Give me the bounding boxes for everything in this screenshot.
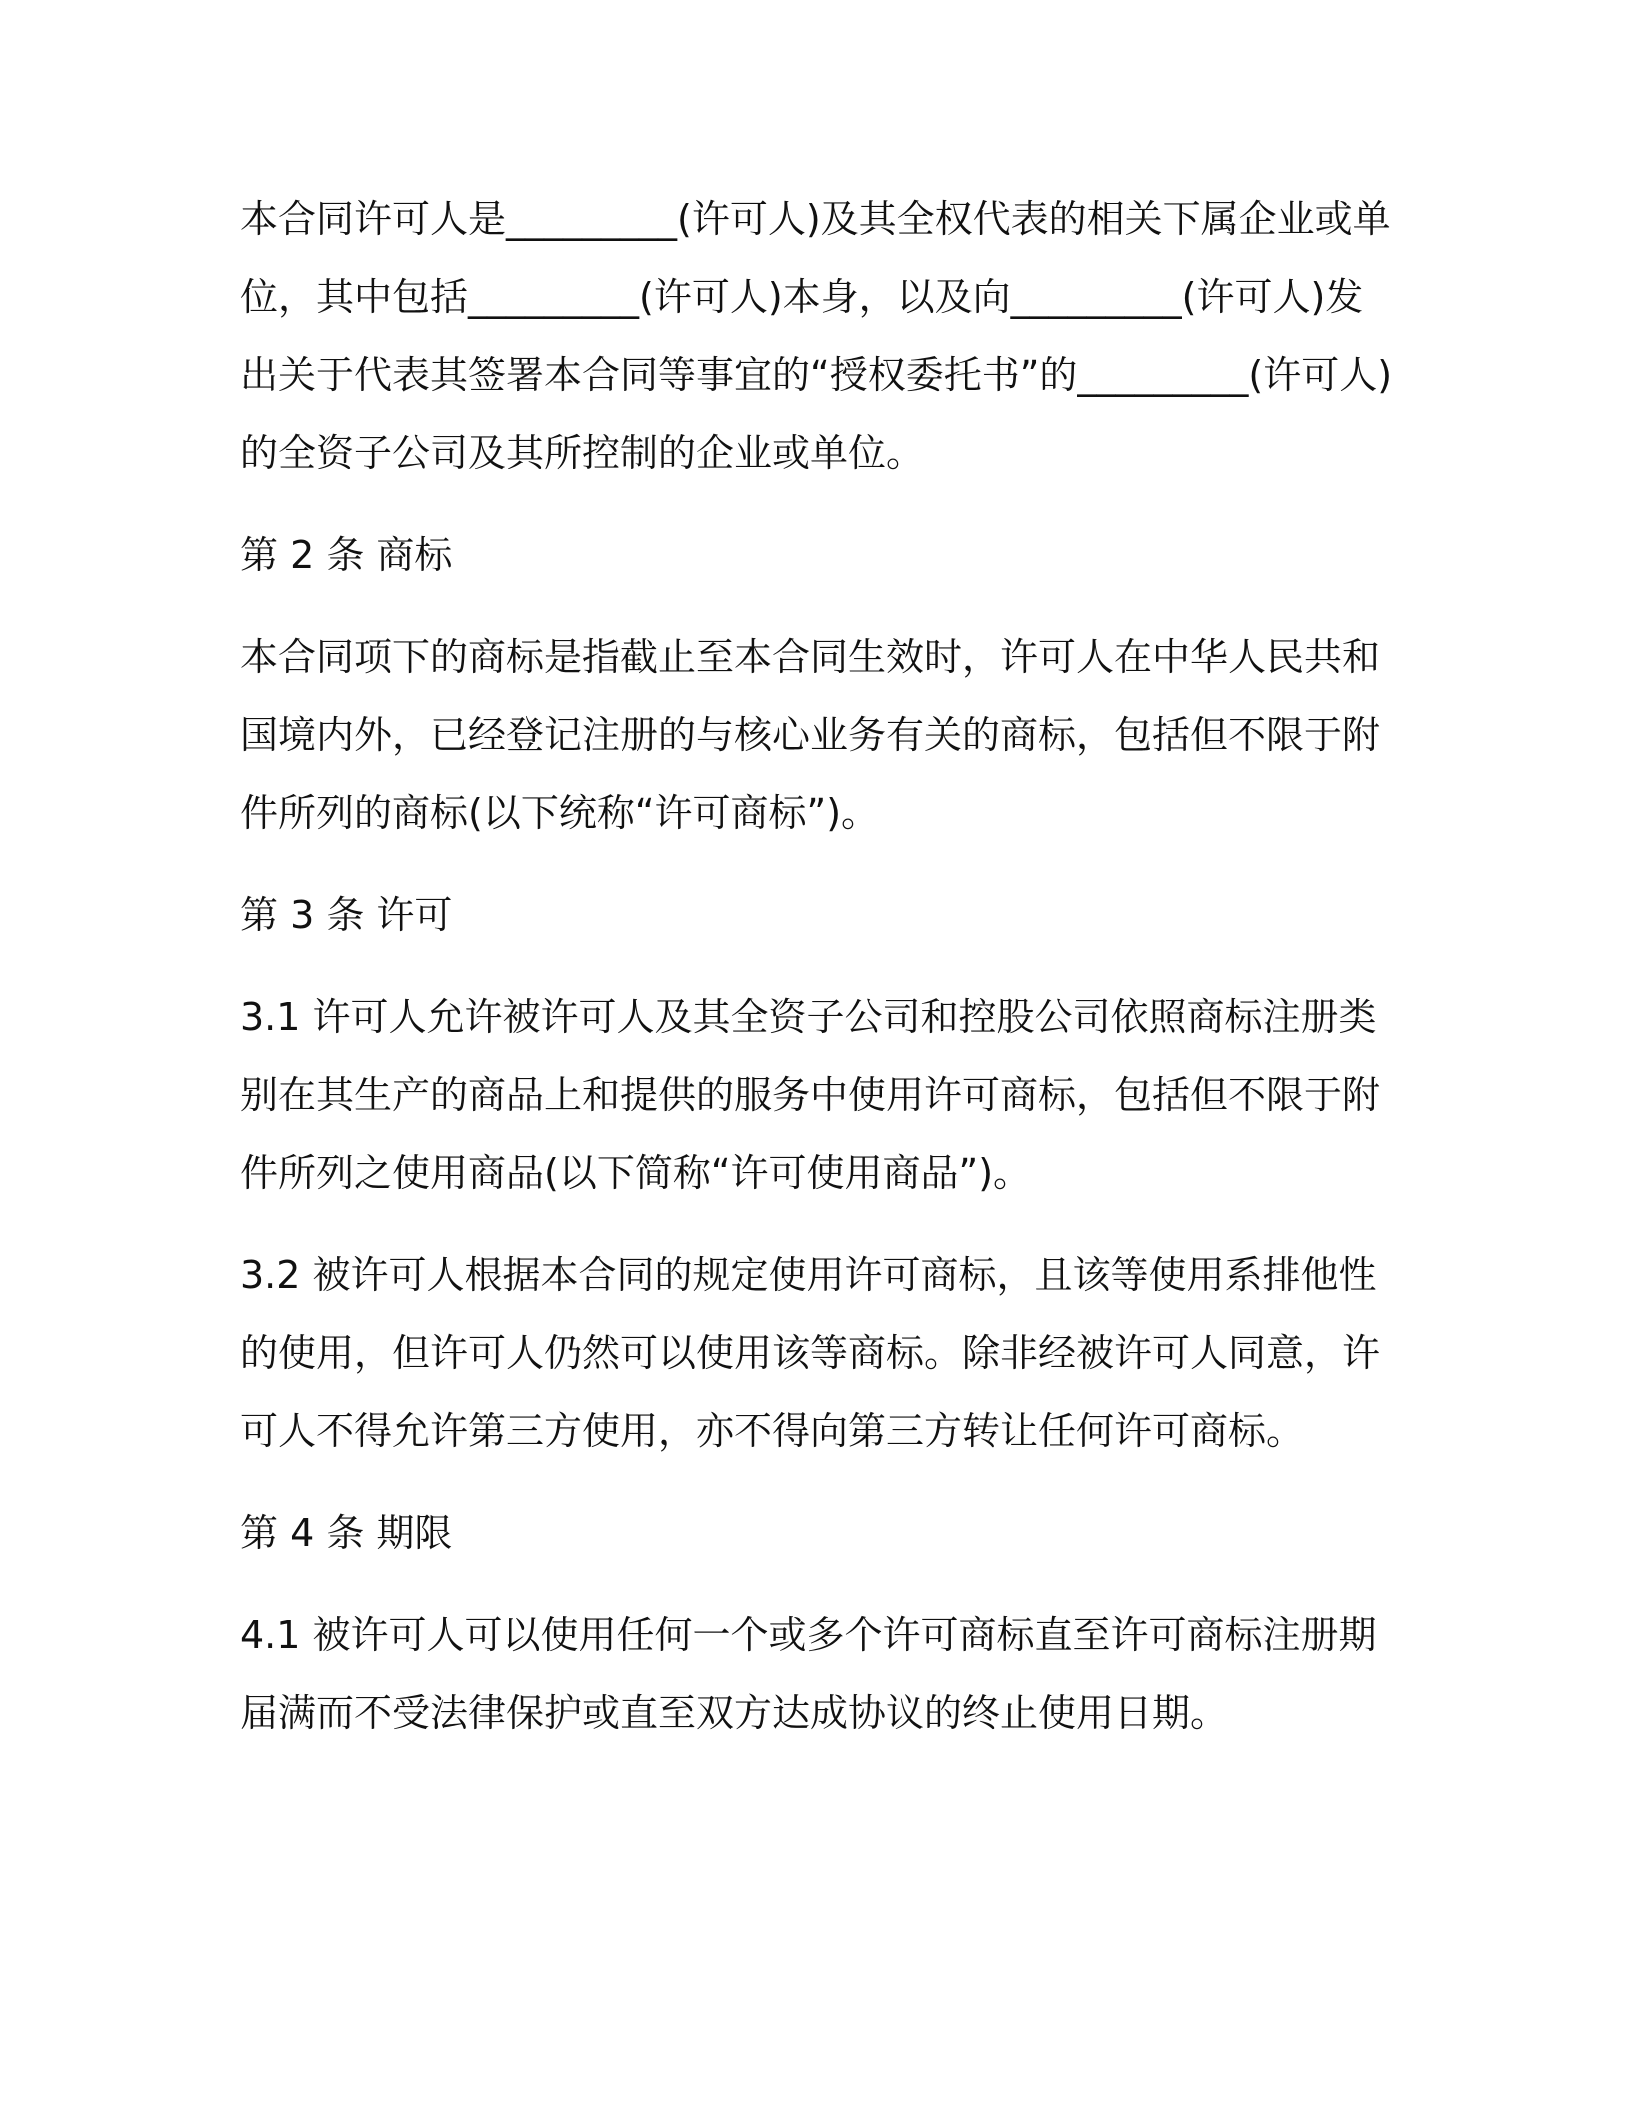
document-page [240,180,1400,1776]
paragraph-clause-3-2: 3.2 被许可人根据本合同的规定使用许可商标，且该等使用系排他性的使用，但许可人仍然可以使用该等商标。除非经被许可人同意，许可人不得允许第三方使用，亦不得向第三方转让任何许可商标。 [240,1253,1381,1453]
heading-article-4-term: 第 4 条 期限 [240,1511,453,1555]
paragraph-licensor-definition: 本合同许可人是_________(许可人)及其全权代表的相关下属企业或单位，其中包括_________(许可人)本身，以及向_________(许可人)发出关于代表其签署本合同等事宜的“授权委托书”的_________(许可人)的全资子公司及其所控制的企业或单位。 [240,197,1393,475]
heading-article-3-license: 第 3 条 许可 [240,893,453,937]
paragraph-trademark-definition: 本合同项下的商标是指截止至本合同生效时，许可人在中华人民共和国境内外，已经登记注册的与核心业务有关的商标，包括但不限于附件所列的商标(以下统称“许可商标”)。 [240,635,1381,835]
heading-article-2-trademark: 第 2 条 商标 [240,533,453,577]
paragraph-clause-3-1: 3.1 许可人允许被许可人及其全资子公司和控股公司依照商标注册类别在其生产的商品上和提供的服务中使用许可商标，包括但不限于附件所列之使用商品(以下简称“许可使用商品”)。 [240,995,1381,1195]
paragraph-clause-4-1: 4.1 被许可人可以使用任何一个或多个许可商标直至许可商标注册期届满而不受法律保护或直至双方达成协议的终止使用日期。 [240,1613,1377,1735]
